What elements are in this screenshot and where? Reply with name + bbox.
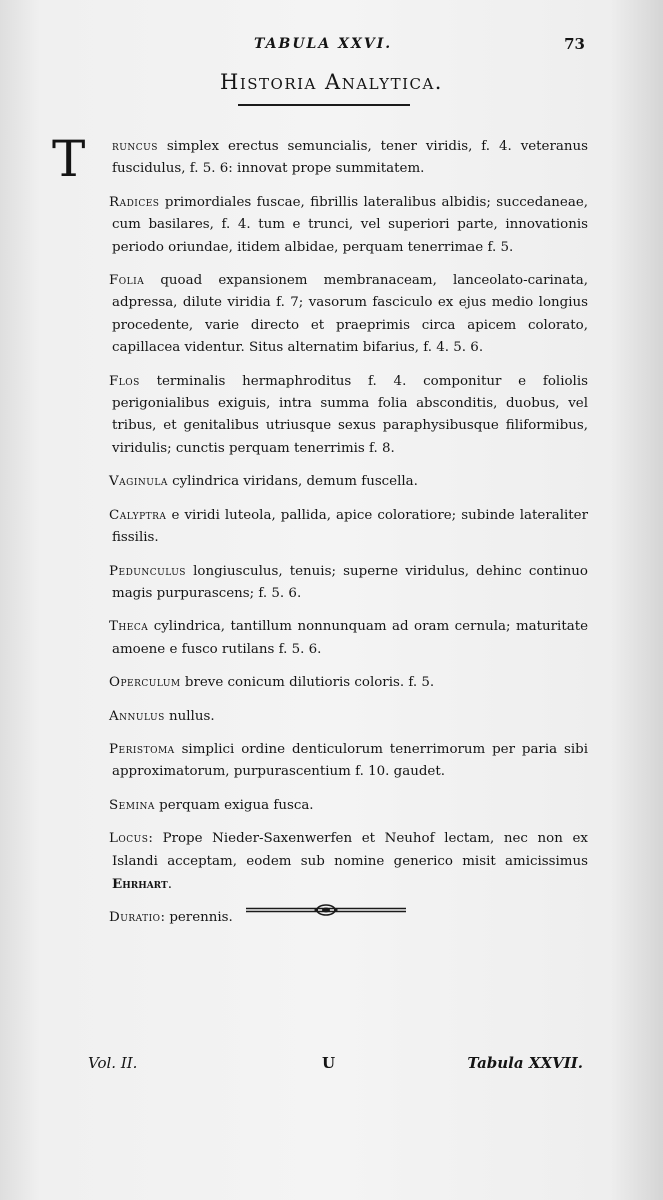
term-label: Peristoma <box>109 741 175 757</box>
paragraph <box>109 828 588 896</box>
term-description: simplex erectus semuncialis, tener viridis, f. 4. veteranus fuscidulus, f. 5. 6: innovat prope summitatem. <box>112 139 588 177</box>
term-label: runcus <box>112 139 158 154</box>
paragraph <box>109 561 588 606</box>
term-label: Locus <box>109 831 149 847</box>
paragraph <box>109 270 588 360</box>
term-description: : perennis. <box>160 910 233 926</box>
term-description: nullus. <box>164 708 215 724</box>
term-description: primordiales fuscae, fibrillis lateralibus albidis; succedaneae, cum basilares, f. 4. tum e trunci, vel superiori parte, innovationis periodo oriundae, itidem albidae, perquam tenerrimae f. 5. <box>112 194 588 255</box>
term-description: cylindrica, tantillum nonnunquam ad oram cernula; maturitate amoene e fusco rutilans f. 5. 6. <box>112 619 588 657</box>
catchword: Tabula XXVII. <box>467 1054 583 1072</box>
paragraph <box>109 371 588 461</box>
paragraph <box>52 130 588 188</box>
signature-mark: U <box>322 1054 336 1072</box>
term-label: Theca <box>109 619 149 635</box>
term-label: Duratio <box>109 910 161 926</box>
page-number: 73 <box>564 35 585 53</box>
term-description: perquam exigua fusca. <box>154 797 314 813</box>
term-label: Operculum <box>109 675 181 691</box>
term-label: Annulus <box>109 708 165 724</box>
term-label: Flos <box>109 373 140 389</box>
term-description: cylindrica viridans, demum fuscella. <box>167 474 418 490</box>
term-description: quoad expansionem membranaceam, lanceolato-carinata, adpressa, dilute viridia f. 7; vasorum fasciculo ex ejus medio longius procedente, varie directo et praeprimis circa apicem colorato, capillacea videntur. Situs alternatim bifarius, f. 4. 5. 6. <box>112 273 588 356</box>
paragraph <box>109 739 588 784</box>
trailing-punctuation: . <box>167 876 172 892</box>
ornament-divider <box>244 902 408 918</box>
paragraph <box>109 795 588 817</box>
paragraph <box>109 672 588 694</box>
term-label: Pedunculus <box>109 563 186 579</box>
page-title: Historia Analytica. <box>220 70 443 94</box>
page-footer <box>0 1054 663 1078</box>
term-label: Semina <box>109 797 155 813</box>
volume-label: Vol. II. <box>88 1054 138 1072</box>
paragraph <box>109 616 588 661</box>
term-description: terminalis hermaphroditus f. 4. componitur e foliolis perigonialibus exiguis, intra summa folia absconditis, duobus, vel tribus, et genitalibus utriusque sexus paraphysibusque filiformibus, viridulis; cunctis perquam tenerrimis f. 8. <box>112 373 588 456</box>
term-description: simplici ordine denticulorum tenerrimorum per paria sibi approximatorum, purpurascentium f. 10. gaudet. <box>112 741 588 780</box>
description-text <box>52 130 588 941</box>
person-name: Ehrhart <box>112 875 168 892</box>
paragraph <box>109 706 588 728</box>
paragraph <box>109 505 588 550</box>
running-title: TABULA XXVI. <box>254 36 393 52</box>
term-label: Folia <box>109 273 145 289</box>
term-description: breve conicum dilutioris coloris. f. 5. <box>180 675 435 691</box>
title-rule <box>238 104 410 106</box>
term-label: Calyptra <box>109 507 167 523</box>
paragraph <box>109 192 588 259</box>
term-description: : Prope Nieder-Saxenwerfen et Neuhof lectam, nec non ex Islandi acceptam, eodem sub nomine generico misit amicissimus <box>112 831 588 869</box>
running-head <box>0 36 663 56</box>
paragraph <box>109 471 588 493</box>
term-description: e viridi luteola, pallida, apice coloratiore; subinde lateraliter fissilis. <box>112 507 588 546</box>
term-description: longiusculus, tenuis; superne viridulus, dehinc continuo magis purpurascens; f. 5. 6. <box>112 563 588 601</box>
term-label: Vaginula <box>109 474 168 490</box>
drop-cap: T <box>52 130 86 188</box>
term-label: Radices <box>109 194 160 210</box>
